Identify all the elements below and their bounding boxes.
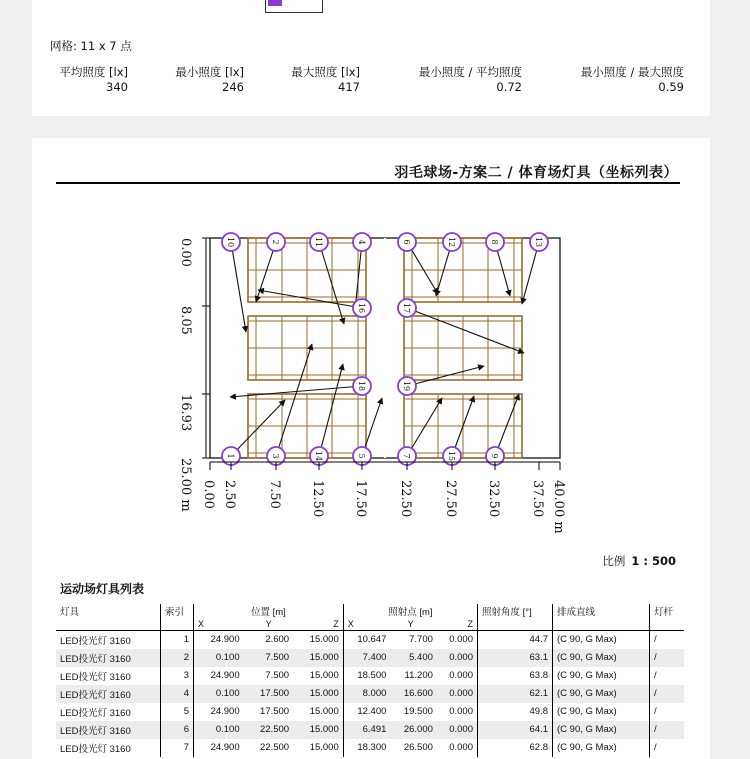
cell-name: LED投光灯 3160 <box>60 635 131 647</box>
stat-min-avg <box>404 64 522 94</box>
stats-row <box>50 64 690 98</box>
cell-aim-x: 7.400 <box>343 649 390 667</box>
cell-pole: / <box>650 703 685 721</box>
page-title: 羽毛球场-方案二 / 体育场灯具（坐标列表） <box>394 165 678 181</box>
x-tick-label: 2.50 <box>222 480 237 509</box>
col-index: 索引 <box>161 604 194 631</box>
cell-pole: / <box>650 721 685 739</box>
y-tick-label: 8.05 <box>178 306 193 335</box>
cell-aim-x: 12.400 <box>343 703 390 721</box>
cell-index: 1 <box>161 631 194 649</box>
cell-pos-x: 0.100 <box>194 649 244 667</box>
aim-arrow <box>495 394 519 456</box>
luminaire-marker <box>353 377 371 395</box>
cell-aim-z: 0.000 <box>437 649 478 667</box>
luminaire-number: 17 <box>402 302 411 314</box>
sub-x: X <box>198 619 205 629</box>
cell-aim-x: 10.647 <box>343 631 390 649</box>
cell-direction: (C 90, G Max) <box>553 667 650 685</box>
cell-index: 2 <box>161 649 194 667</box>
luminaire-number: 18 <box>357 380 366 392</box>
luminaire-number: 12 <box>447 236 456 248</box>
aim-arrow <box>258 290 362 308</box>
cell-name: LED投光灯 3160 <box>60 671 131 683</box>
stat-value: 417 <box>338 80 360 94</box>
stat-label: 最小照度 / 最大照度 <box>580 65 684 79</box>
col-direction: 排成直线 <box>553 604 650 631</box>
luminaire-number: 5 <box>357 453 366 459</box>
stat-average <box>54 64 128 94</box>
cell-direction: (C 90, G Max) <box>553 703 650 721</box>
cell-name: LED投光灯 3160 <box>60 707 131 719</box>
col-name: 灯具 <box>56 604 161 631</box>
luminaire-number: 3 <box>271 453 280 459</box>
cell-aim-y: 7.700 <box>409 634 433 646</box>
col-position <box>194 604 344 631</box>
cell-pos-z: 15.000 <box>293 721 343 739</box>
cell-aim-x: 8.000 <box>343 685 390 703</box>
luminaire-marker <box>398 299 416 317</box>
cell-aim-y: 26.000 <box>390 721 437 739</box>
cell-pole: / <box>650 685 685 703</box>
col-pole: 灯杆 <box>650 604 685 631</box>
aim-header: 照射点 [m] <box>388 607 433 618</box>
cell-aim-z: 0.000 <box>449 706 473 717</box>
table-row <box>56 721 684 739</box>
cell-name: LED投光灯 3160 <box>56 649 161 667</box>
table-row <box>56 739 684 757</box>
badminton-court <box>404 316 522 380</box>
col-aim <box>343 604 477 631</box>
cell-pos-z: 15.000 <box>309 634 339 646</box>
luminaire-number: 15 <box>447 450 456 462</box>
stat-value: 246 <box>222 80 244 94</box>
cell-pos-y: 22.500 <box>260 742 290 753</box>
cell-aim-z: 0.000 <box>449 670 473 681</box>
table-title: 运动场灯具列表 <box>60 582 145 596</box>
luminaire-number: 9 <box>490 453 499 459</box>
cell-pos-x: 24.900 <box>194 667 244 685</box>
stat-value: 340 <box>106 80 128 94</box>
sub-x: X <box>347 619 354 629</box>
luminaire-number: 1 <box>226 453 235 459</box>
grid-label: 网格: 11 x 7 点 <box>50 39 132 53</box>
luminaire-marker <box>443 233 461 251</box>
cell-angle: 44.7 <box>478 631 553 649</box>
cell-name: LED投光灯 3160 <box>60 743 131 755</box>
luminaire-number: 7 <box>402 453 411 459</box>
cell-index: 4 <box>161 685 194 703</box>
cell-pos-y: 2.600 <box>265 634 290 646</box>
cell-aim-y: 11.200 <box>404 670 433 681</box>
cell-pos-x: 24.900 <box>194 631 244 649</box>
cell-aim-z: 0.000 <box>449 742 473 753</box>
cell-index: 5 <box>161 703 194 721</box>
badminton-court <box>404 238 522 302</box>
badminton-court <box>248 394 366 458</box>
luminaire-number: 10 <box>226 236 235 248</box>
luminaire-number: 16 <box>357 302 366 314</box>
cell-aim-x: 18.500 <box>343 667 390 685</box>
cell-angle: 49.8 <box>478 703 553 721</box>
cell-aim-z: 0.000 <box>437 721 478 739</box>
table-row <box>56 703 684 721</box>
cell-angle: 62.8 <box>478 739 553 757</box>
cell-direction: (C 90, G Max) <box>553 649 650 667</box>
stat-min-max <box>566 64 684 94</box>
luminaire-number: 2 <box>271 239 280 245</box>
luminaire-marker <box>530 233 548 251</box>
cell-pos-z: 15.000 <box>293 649 343 667</box>
cell-index: 6 <box>161 721 194 739</box>
luminaire-marker <box>398 377 416 395</box>
x-tick-label: 17.50 <box>353 480 368 518</box>
col-angle: 照射角度 [°] <box>478 604 553 631</box>
y-tick-label: 16.93 <box>178 394 193 432</box>
sub-y: Y <box>265 619 272 629</box>
aim-arrow <box>407 308 524 353</box>
stat-min <box>170 64 244 94</box>
cell-aim-y: 5.400 <box>390 649 437 667</box>
stat-max <box>286 64 360 94</box>
x-tick-label: 7.50 <box>267 480 282 509</box>
table-row <box>56 631 684 649</box>
cell-pos-y: 17.500 <box>260 706 290 717</box>
cell-name: LED投光灯 3160 <box>56 685 161 703</box>
cell-pos-y: 17.500 <box>244 685 293 703</box>
cell-direction: (C 90, G Max) <box>553 631 650 649</box>
cell-direction: (C 90, G Max) <box>553 739 650 757</box>
stat-value: 0.59 <box>658 80 684 94</box>
luminaire-number: 19 <box>402 380 411 392</box>
luminaire-marker <box>486 233 504 251</box>
x-tick-label: 40.00 m <box>551 480 566 534</box>
aim-arrow <box>231 242 246 332</box>
cell-pos-y: 7.500 <box>244 649 293 667</box>
cell-name: LED投光灯 3160 <box>56 721 161 739</box>
badminton-court <box>248 316 366 380</box>
luminaire-marker <box>310 233 328 251</box>
cell-aim-z: 0.000 <box>437 685 478 703</box>
cell-aim-x: 6.491 <box>343 721 390 739</box>
cell-pole: / <box>650 649 685 667</box>
x-tick-label: 37.50 <box>530 480 545 518</box>
lighting-plan-diagram <box>32 198 710 548</box>
stat-label: 最小照度 / 平均照度 <box>418 65 522 79</box>
cell-pos-x: 0.100 <box>194 721 244 739</box>
cell-aim-y: 26.500 <box>403 742 433 753</box>
luminaire-number: 11 <box>314 236 323 248</box>
y-tick-label: 0.00 <box>178 238 193 267</box>
luminaire-number: 13 <box>534 236 543 248</box>
scale-note <box>602 553 676 569</box>
sub-z: Z <box>333 619 339 629</box>
cell-pos-z: 15.000 <box>293 685 343 703</box>
cell-angle: 63.8 <box>478 667 553 685</box>
luminaire-marker <box>267 233 285 251</box>
luminaire-number: 4 <box>357 239 366 245</box>
stat-label: 最大照度 [lx] <box>291 65 360 79</box>
x-tick-label: 27.50 <box>443 480 458 518</box>
cell-angle: 64.1 <box>478 721 553 739</box>
table-row <box>56 667 684 685</box>
scale-value: 1 : 500 <box>631 554 676 568</box>
cell-pole: / <box>650 631 685 649</box>
badminton-court <box>248 238 366 302</box>
cell-pos-x: 0.100 <box>194 685 244 703</box>
cell-pos-x: 24.900 <box>194 739 244 757</box>
x-tick-label: 0.00 <box>201 480 216 509</box>
x-tick-label: 32.50 <box>486 480 501 518</box>
sub-z: Z <box>467 619 473 629</box>
luminaire-marker <box>222 233 240 251</box>
report-page <box>32 138 710 759</box>
scale-label: 比例 <box>602 554 626 568</box>
legend-icon <box>265 0 323 13</box>
cell-pos-y: 7.500 <box>265 670 290 681</box>
cell-direction: (C 90, G Max) <box>553 721 650 739</box>
cell-index: 3 <box>161 667 194 685</box>
luminaire-marker <box>353 233 371 251</box>
stat-label: 平均照度 [lx] <box>59 65 128 79</box>
summary-card <box>32 0 710 116</box>
stat-label: 最小照度 [lx] <box>175 65 244 79</box>
cell-angle: 63.1 <box>478 649 553 667</box>
cell-index: 7 <box>161 739 194 757</box>
luminaire-table <box>56 604 684 757</box>
luminaire-number: 14 <box>314 450 323 462</box>
x-tick-label: 22.50 <box>398 480 413 518</box>
table-row <box>56 685 684 703</box>
cell-aim-y: 19.500 <box>403 706 433 717</box>
luminaire-number: 6 <box>402 239 411 245</box>
cell-aim-z: 0.000 <box>449 634 473 646</box>
cell-pole: / <box>650 667 685 685</box>
position-header: 位置 [m] <box>250 607 286 618</box>
luminaire-marker <box>398 233 416 251</box>
cell-pos-z: 15.000 <box>309 706 339 717</box>
sub-y: Y <box>407 619 414 629</box>
cell-pos-z: 15.000 <box>309 742 339 753</box>
stat-value: 0.72 <box>496 80 522 94</box>
cell-aim-y: 16.600 <box>390 685 437 703</box>
table-row <box>56 649 684 667</box>
x-tick-label: 12.50 <box>310 480 325 518</box>
cell-direction: (C 90, G Max) <box>553 685 650 703</box>
luminaire-marker <box>353 299 371 317</box>
cell-pos-x: 24.900 <box>194 703 244 721</box>
luminaire-number: 8 <box>490 239 499 245</box>
cell-angle: 62.1 <box>478 685 553 703</box>
cell-pos-z: 15.000 <box>309 670 339 681</box>
title-divider <box>56 182 680 184</box>
cell-pos-y: 22.500 <box>244 721 293 739</box>
cell-pole: / <box>650 739 685 757</box>
aim-arrow <box>319 364 343 456</box>
cell-aim-x: 18.300 <box>343 739 390 757</box>
y-tick-label: 25.00 m <box>178 458 193 512</box>
aim-arrow <box>407 366 484 386</box>
